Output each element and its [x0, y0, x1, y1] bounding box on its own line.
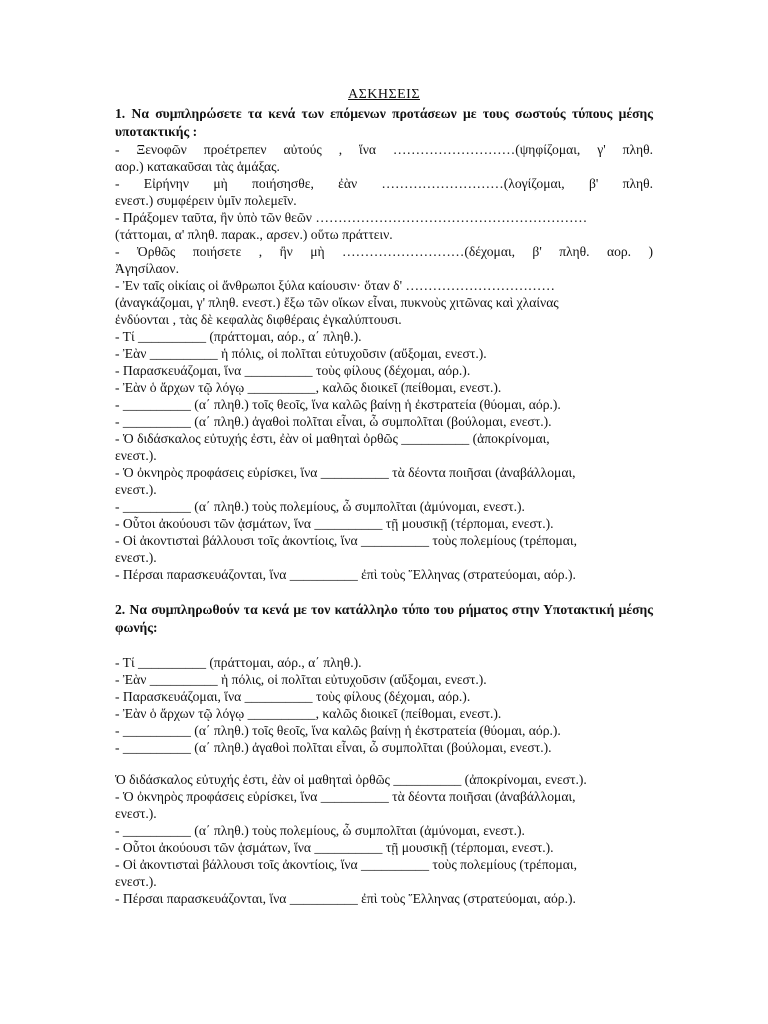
text-line: ενεστ.).: [115, 550, 157, 565]
text-line: - Ὁ διδάσκαλος εὐτυχής ἐστι, ἐὰν οἱ μαθηταὶ ὀρθῶς __________ (ἀποκρίνομαι,: [115, 431, 550, 446]
text-line: - Ὀρθῶς ποιήσετε , ἢν μὴ ………………………(δέχομαι, β' πληθ. αορ. ): [115, 244, 653, 259]
spacer: [115, 756, 653, 771]
exercise-1-heading: 1. Να συμπληρώσετε τα κενά των επόμενων προτάσεων με τους σωστούς τύπους μέσης υποτακτικής :: [115, 106, 653, 139]
text-line: ενεστ.) συμφέρειν ὑμῖν πολεμεῖν.: [115, 193, 297, 208]
text-line: - Ἐν ταῖς οἰκίαις οἱ ἄνθρωποι ξύλα καίουσιν· ὅταν δ' ……………………………: [115, 278, 555, 293]
text-line: - Ἐὰν __________ ἡ πόλις, οἱ πολῖται εὐτυχοῦσιν (αὔξομαι, ενεστ.).: [115, 672, 487, 687]
spacer: [115, 583, 653, 601]
text-line: - __________ (α΄ πληθ.) ἀγαθοὶ πολῖται εἶναι, ὦ συμπολῖται (βούλομαι, ενεστ.).: [115, 414, 552, 429]
text-line: - Πράξομεν ταῦτα, ἢν ὑπὸ τῶν θεῶν ……………………………………………………: [115, 210, 588, 225]
exercise-2-lines-a: [115, 654, 653, 756]
text-line: - Ἐὰν ὁ ἄρχων τῷ λόγῳ __________, καλῶς διοικεῖ (πείθομαι, ενεστ.).: [115, 380, 502, 395]
text-line: - Πέρσαι παρασκευάζονται, ἵνα __________ ἐπὶ τοὺς Ἕλληνας (στρατεύομαι, αόρ.).: [115, 567, 576, 582]
text-line: - Οἱ ἀκοντισταὶ βάλλουσι τοῖς ἀκοντίοις, ἵνα __________ τοὺς πολεμίους (τρέπομαι,: [115, 857, 577, 872]
text-line: - Εἰρήνην μὴ ποιήσησθε, ἐὰν ………………………(λογίζομαι, β' πληθ.: [115, 176, 653, 191]
text-line: - Ὁ ὀκνηρὸς προφάσεις εὑρίσκει, ἵνα __________ τὰ δέοντα ποιῆσαι (ἀναβάλλομαι,: [115, 465, 576, 480]
text-line: - Οὗτοι ἀκούουσι τῶν ᾀσμάτων, ἵνα __________ τῇ μουσικῇ (τέρπομαι, ενεστ.).: [115, 840, 554, 855]
text-line: - Τί __________ (πράττομαι, αόρ., α΄ πληθ.).: [115, 329, 362, 344]
text-line: - Ὁ ὀκνηρὸς προφάσεις εὑρίσκει, ἵνα __________ τὰ δέοντα ποιῆσαι (ἀναβάλλομαι,: [115, 789, 576, 804]
text-line: - __________ (α΄ πληθ.) τοῖς θεοῖς, ἵνα καλῶς βαίνῃ ἡ ἐκστρατεία (θύομαι, αόρ.).: [115, 723, 561, 738]
text-line: - __________ (α΄ πληθ.) τοῖς θεοῖς, ἵνα καλῶς βαίνῃ ἡ ἐκστρατεία (θύομαι, αόρ.).: [115, 397, 561, 412]
text-line: ενεστ.).: [115, 448, 157, 463]
text-line: - __________ (α΄ πληθ.) ἀγαθοὶ πολῖται εἶναι, ὦ συμπολῖται (βούλομαι, ενεστ.).: [115, 740, 552, 755]
spacer: [115, 637, 653, 654]
text-line: - Παρασκευάζομαι, ἵνα __________ τοὺς φίλους (δέχομαι, αόρ.).: [115, 363, 471, 378]
text-line: - Παρασκευάζομαι, ἵνα __________ τοὺς φίλους (δέχομαι, αόρ.).: [115, 689, 471, 704]
text-line: - Ἐὰν ὁ ἄρχων τῷ λόγῳ __________, καλῶς διοικεῖ (πείθομαι, ενεστ.).: [115, 706, 502, 721]
exercise-1-lines: [115, 141, 653, 583]
text-line: (ἀναγκάζομαι, γ' πληθ. ενεστ.) ἔξω τῶν οἴκων εἶναι, πυκνοὺς χιτῶνας καὶ χλαίνας: [115, 295, 559, 310]
exercise-2-heading: 2. Να συμπληρωθούν τα κενά με τον κατάλληλο τύπο του ρήματος στην Υποτακτική μέσης φωνής:: [115, 602, 653, 635]
text-line: - Τί __________ (πράττομαι, αόρ., α΄ πληθ.).: [115, 655, 362, 670]
text-line: ἐνδύονται , τὰς δὲ κεφαλὰς διφθέραις ἐγκαλύπτουσι.: [115, 312, 402, 327]
document-body: [115, 86, 653, 907]
text-line: Ἀγησίλαον.: [115, 261, 179, 276]
text-line: - __________ (α΄ πληθ.) τοὺς πολεμίους, ὦ συμπολῖται (ἀμύνομαι, ενεστ.).: [115, 823, 525, 838]
text-line: ενεστ.).: [115, 482, 157, 497]
text-line: ενεστ.).: [115, 806, 157, 821]
text-line: (τάττομαι, α' πληθ. παρακ., αρσεν.) οὕτω πράττειν.: [115, 227, 393, 242]
exercise-2-lines-b: [115, 771, 653, 907]
text-line: ενεστ.).: [115, 874, 157, 889]
page-title: ΑΣΚΗΣΕΙΣ: [348, 87, 420, 102]
text-line: αορ.) κατακαῦσαι τὰς ἁμάξας.: [115, 159, 280, 174]
text-line: - Ἐὰν __________ ἡ πόλις, οἱ πολῖται εὐτυχοῦσιν (αὔξομαι, ενεστ.).: [115, 346, 487, 361]
text-line: - __________ (α΄ πληθ.) τοὺς πολεμίους, ὦ συμπολῖται (ἀμύνομαι, ενεστ.).: [115, 499, 525, 514]
text-line: Ὁ διδάσκαλος εὐτυχής ἐστι, ἐὰν οἱ μαθηταὶ ὀρθῶς __________ (ἀποκρίνομαι, ενεστ.).: [115, 772, 587, 787]
text-line: - Οἱ ἀκοντισταὶ βάλλουσι τοῖς ἀκοντίοις, ἵνα __________ τοὺς πολεμίους (τρέπομαι,: [115, 533, 577, 548]
text-line: - Οὗτοι ἀκούουσι τῶν ᾀσμάτων, ἵνα __________ τῇ μουσικῇ (τέρπομαι, ενεστ.).: [115, 516, 554, 531]
text-line: - Πέρσαι παρασκευάζονται, ἵνα __________ ἐπὶ τοὺς Ἕλληνας (στρατεύομαι, αόρ.).: [115, 891, 576, 906]
text-line: - Ξενοφῶν προέτρεπεν αὐτούς , ἵνα ………………………(ψηφίζομαι, γ' πληθ.: [115, 142, 653, 157]
